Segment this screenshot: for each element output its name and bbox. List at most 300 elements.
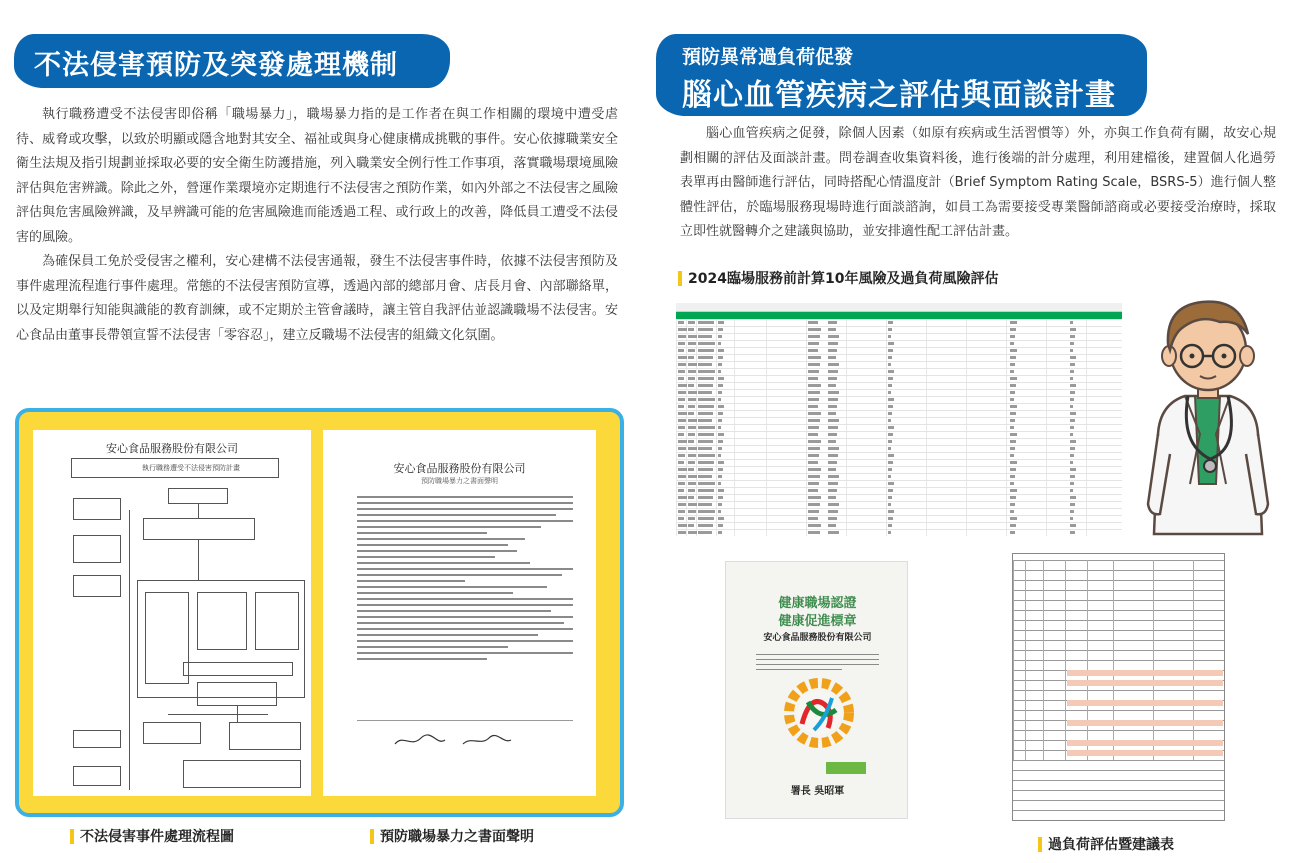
form-row-line	[1013, 800, 1225, 801]
sheet-cell	[888, 426, 894, 429]
sheet-cell	[718, 503, 722, 506]
sheet-cell	[1010, 363, 1015, 366]
sheet-cell	[678, 335, 686, 338]
sheet-cell	[808, 335, 820, 338]
sheet-row-line	[676, 319, 1122, 320]
sheet-cell	[808, 349, 818, 352]
flow-node	[168, 488, 228, 504]
sheet-cell	[678, 419, 686, 422]
sheet-cell	[678, 482, 685, 485]
cert-line-1: 健康職場認證	[778, 596, 857, 611]
sheet-cell	[1070, 405, 1073, 408]
sheet-cell	[698, 482, 715, 485]
sheet-cell	[688, 517, 695, 520]
sheet-cell	[828, 482, 838, 485]
sheet-cell	[1070, 398, 1074, 401]
health-certificate	[725, 561, 908, 819]
sheet-cell	[698, 398, 715, 401]
sheet-cell	[718, 524, 723, 527]
sheet-cell	[808, 405, 818, 408]
sheet-cell	[678, 405, 684, 408]
sheet-row-line	[676, 326, 1122, 327]
sheet-cell	[678, 517, 684, 520]
sheet-cell	[888, 433, 893, 436]
sheet-cell	[1070, 321, 1073, 324]
sheet-cell	[698, 489, 714, 492]
flow-connector	[198, 540, 199, 580]
sheet-cell	[1070, 503, 1075, 506]
sheet-cell	[888, 503, 891, 506]
sheet-cell	[688, 412, 694, 415]
sheet-cell	[698, 454, 715, 457]
sheet-cell	[718, 398, 721, 401]
sheet-cell	[1010, 461, 1017, 464]
sheet-cell	[688, 447, 697, 450]
sheet-cell	[718, 412, 723, 415]
sheet-caption-text: 2024臨場服務前計算10年風險及過負荷風險評估	[688, 271, 999, 287]
sheet-cell	[718, 461, 724, 464]
sheet-column-line	[886, 319, 887, 536]
sheet-cell	[888, 370, 894, 373]
form-highlight-cell	[1067, 740, 1223, 746]
sheet-row-line	[676, 501, 1122, 502]
sheet-cell	[888, 391, 891, 394]
sheet-cell	[698, 426, 715, 429]
right-title-banner	[658, 36, 1145, 114]
sheet-cell	[718, 349, 724, 352]
sheet-cell	[1070, 510, 1074, 513]
sheet-cell	[698, 461, 714, 464]
sheet-cell	[1010, 412, 1016, 415]
sheet-cell	[678, 433, 684, 436]
form-row-line	[1013, 760, 1225, 761]
sheet-cell	[1070, 524, 1076, 527]
signature-line	[357, 720, 573, 721]
sheet-cell	[1010, 503, 1015, 506]
flow-node	[143, 518, 255, 540]
sheet-row-line	[676, 508, 1122, 509]
sheet-cell	[688, 510, 696, 513]
sheet-cell	[888, 412, 892, 415]
sheet-cell	[1070, 482, 1074, 485]
form-row-line	[1013, 790, 1225, 791]
sheet-cell	[808, 412, 821, 415]
sheet-column-line	[1006, 319, 1007, 536]
sheet-column-line	[676, 319, 677, 536]
sheet-cell	[698, 335, 712, 338]
sheet-cell	[1070, 475, 1075, 478]
sheet-cell	[1010, 370, 1014, 373]
sheet-cell	[888, 363, 891, 366]
sheet-cell	[1070, 496, 1076, 499]
sheet-cell	[808, 510, 819, 513]
sheet-row-line	[676, 494, 1122, 495]
sheet-cell	[698, 384, 713, 387]
sheet-cell	[808, 531, 820, 534]
cert-signer: 署長 吳昭軍	[790, 786, 845, 797]
sheet-cell	[1010, 405, 1017, 408]
caption-bar-icon	[70, 829, 74, 844]
sheet-cell	[688, 405, 695, 408]
sheet-cell	[1010, 335, 1015, 338]
sheet-cell	[1010, 377, 1017, 380]
sheet-cell	[698, 433, 714, 436]
sheet-cell	[678, 510, 685, 513]
sheet-cell	[718, 321, 724, 324]
sheet-cell	[1070, 531, 1075, 534]
sheet-cell	[828, 475, 839, 478]
sheet-cell	[828, 454, 838, 457]
sheet-column-line	[716, 319, 717, 536]
sheet-cell	[1010, 440, 1016, 443]
sheet-row-line	[676, 480, 1122, 481]
left-title-banner	[16, 36, 448, 86]
flow-node	[73, 498, 121, 520]
caption-bar-icon	[1038, 837, 1042, 852]
sheet-cell	[688, 342, 696, 345]
form-column-line	[1087, 560, 1088, 760]
sheet-cell	[698, 419, 712, 422]
form-column-line	[1193, 560, 1194, 760]
sheet-column-line	[926, 319, 927, 536]
flow-node	[255, 592, 299, 650]
form-row-line	[1013, 810, 1225, 811]
sheet-cell	[1010, 426, 1014, 429]
sheet-cell	[1010, 454, 1014, 457]
sheet-cell	[678, 531, 686, 534]
sheet-cell	[688, 391, 697, 394]
sheet-cell	[688, 524, 694, 527]
sheet-cell	[808, 517, 818, 520]
sheet-column-line	[766, 319, 767, 536]
sheet-cell	[1070, 363, 1075, 366]
sheet-cell	[1070, 489, 1073, 492]
sheet-cell	[828, 321, 837, 324]
sheet-cell	[678, 454, 685, 457]
caption-bar-icon	[678, 271, 682, 286]
sheet-cell	[808, 356, 821, 359]
flowchart-caption	[70, 826, 234, 846]
sheet-cell	[808, 398, 819, 401]
sheet-cell	[678, 370, 685, 373]
sheet-cell	[678, 342, 685, 345]
sheet-cell	[678, 321, 684, 324]
sheet-cell	[888, 482, 894, 485]
sheet-cell	[718, 342, 721, 345]
form-highlight-cell	[1067, 700, 1223, 706]
sheet-cell	[888, 447, 891, 450]
sheet-cell	[718, 426, 721, 429]
form-caption	[1038, 834, 1174, 854]
statement-company: 安心食品服務股份有限公司	[393, 462, 526, 475]
sheet-cell	[1010, 489, 1017, 492]
sheet-cell	[1010, 475, 1015, 478]
sheet-cell	[688, 496, 694, 499]
sheet-cell	[688, 440, 694, 443]
flow-node	[73, 730, 121, 748]
sheet-cell	[808, 377, 818, 380]
flowchart-caption-text: 不法侵害事件處理流程圖	[80, 829, 234, 845]
sheet-cell	[808, 363, 820, 366]
sheet-cell	[678, 489, 684, 492]
sheet-cell	[698, 503, 712, 506]
sheet-cell	[1010, 524, 1016, 527]
sheet-cell	[718, 482, 721, 485]
sheet-cell	[828, 391, 839, 394]
sheet-cell	[688, 363, 697, 366]
sheet-cell	[828, 412, 836, 415]
sheet-column-line	[966, 319, 967, 536]
sheet-cell	[828, 377, 837, 380]
sheet-cell	[828, 349, 837, 352]
overload-assessment-form	[1012, 553, 1225, 821]
flow-node	[197, 682, 277, 706]
statement-caption	[370, 826, 534, 846]
sheet-cell	[688, 489, 695, 492]
sheet-cell	[1070, 384, 1076, 387]
sheet-row-line	[676, 340, 1122, 341]
sheet-cell	[698, 328, 713, 331]
sheet-caption	[678, 268, 998, 288]
sheet-cell	[828, 426, 838, 429]
flow-node	[73, 535, 121, 563]
signature-mark	[393, 732, 513, 750]
sheet-cell	[888, 419, 891, 422]
flow-node	[197, 592, 247, 650]
sheet-row-line	[676, 473, 1122, 474]
sheet-row-line	[676, 438, 1122, 439]
sheet-cell	[888, 440, 892, 443]
sheet-cell	[1010, 482, 1014, 485]
sheet-cell	[688, 426, 696, 429]
sheet-cell	[718, 433, 724, 436]
sheet-cell	[808, 391, 820, 394]
sheet-row-line	[676, 424, 1122, 425]
sheet-cell	[718, 391, 722, 394]
sheet-cell	[718, 468, 723, 471]
sheet-row-line	[676, 347, 1122, 348]
sheet-cell	[698, 377, 714, 380]
sheet-cell	[688, 349, 695, 352]
form-column-line	[1153, 560, 1154, 760]
sheet-cell	[828, 510, 838, 513]
sheet-cell	[698, 370, 715, 373]
sheet-cell	[888, 510, 894, 513]
sheet-cell	[828, 468, 836, 471]
sheet-cell	[718, 496, 723, 499]
sheet-cell	[698, 440, 713, 443]
statement-caption-text: 預防職場暴力之書面聲明	[380, 829, 534, 845]
sheet-cell	[808, 482, 819, 485]
sheet-cell	[698, 363, 712, 366]
sheet-cell	[688, 482, 696, 485]
sheet-cell	[718, 384, 723, 387]
sheet-cell	[888, 384, 892, 387]
flow-node	[143, 722, 201, 744]
sheet-cell	[1070, 468, 1076, 471]
form-highlight-cell	[1067, 670, 1223, 676]
sheet-cell	[828, 489, 837, 492]
sheet-cell	[678, 391, 686, 394]
sheet-cell	[1010, 468, 1016, 471]
form-highlight-cell	[1067, 680, 1223, 686]
sheet-cell	[688, 335, 697, 338]
right-title: 腦心血管疾病之評估與面談計畫	[682, 78, 1116, 113]
sheet-header-row	[676, 312, 1122, 319]
sheet-cell	[718, 356, 723, 359]
sheet-cell	[888, 398, 894, 401]
sheet-column-line	[1046, 319, 1047, 536]
sheet-cell	[678, 412, 687, 415]
statement-body	[357, 492, 573, 664]
sheet-cell	[808, 321, 818, 324]
sheet-cell	[718, 377, 724, 380]
sheet-cell	[678, 496, 687, 499]
sheet-cell	[828, 405, 837, 408]
sheet-cell	[688, 461, 695, 464]
sheet-cell	[718, 335, 722, 338]
sheet-cell	[808, 426, 819, 429]
sheet-cell	[808, 419, 820, 422]
sheet-cell	[1010, 398, 1014, 401]
sheet-cell	[888, 342, 894, 345]
sheet-cell	[698, 342, 715, 345]
sheet-cell	[718, 363, 722, 366]
sheet-cell	[688, 370, 696, 373]
sheet-cell	[688, 475, 697, 478]
sheet-cell	[678, 328, 687, 331]
sheet-cell	[678, 524, 687, 527]
sheet-row-line	[676, 354, 1122, 355]
sheet-cell	[698, 524, 713, 527]
right-body-text	[680, 122, 1276, 245]
sheet-cell	[678, 447, 686, 450]
flowchart-company: 安心食品服務股份有限公司	[106, 442, 238, 455]
flow-connector	[198, 504, 199, 518]
sheet-cell	[808, 447, 820, 450]
sheet-row-line	[676, 529, 1122, 530]
flowchart-document	[33, 430, 311, 796]
flow-node	[73, 766, 121, 786]
sheet-cell	[828, 342, 838, 345]
left-paragraph-2: 為確保員工免於受侵害之權利，安心建構不法侵害通報，發生不法侵害事件時，依據不法侵害預防及事件處理流程進行事件處理。常態的不法侵害預防宣導，透過內部的總部月會、店長月會、內部聯絡單，以及定期舉行知能與識能的教育訓練，或不定期於主管會議時，讓主管自我評估並認識職場不法侵害。安心食品由董事長帶領宣誓不法侵害「零容忍」，建立反職場不法侵害的組織文化氛圍。	[16, 254, 618, 343]
cert-line-2: 健康促進標章	[778, 614, 857, 629]
sheet-row-line	[676, 466, 1122, 467]
form-highlight-cell	[1067, 720, 1223, 726]
sheet-cell	[1070, 447, 1075, 450]
sheet-cell	[808, 370, 819, 373]
sheet-cell	[828, 398, 838, 401]
flow-connector	[129, 510, 130, 790]
sheet-cell	[1010, 517, 1017, 520]
risk-spreadsheet	[676, 303, 1122, 536]
sheet-cell	[888, 356, 892, 359]
sheet-cell	[888, 531, 891, 534]
sheet-cell	[1070, 377, 1073, 380]
sheet-cell	[678, 475, 686, 478]
sheet-column-header	[676, 303, 1122, 312]
sheet-cell	[808, 454, 819, 457]
sheet-cell	[698, 391, 712, 394]
sheet-cell	[888, 524, 892, 527]
sheet-cell	[678, 356, 687, 359]
sheet-cell	[698, 475, 712, 478]
sheet-row-line	[676, 396, 1122, 397]
gear-logo-icon	[780, 674, 858, 752]
flow-node	[73, 575, 121, 597]
sheet-cell	[808, 496, 821, 499]
sheet-cell	[688, 377, 695, 380]
sheet-cell	[808, 342, 819, 345]
sheet-cell	[1070, 356, 1076, 359]
form-row-line	[1013, 770, 1225, 771]
sheet-cell	[1010, 531, 1015, 534]
sheet-row-line	[676, 368, 1122, 369]
sheet-cell	[718, 510, 721, 513]
form-column-line	[1013, 560, 1014, 760]
form-row-line	[1013, 780, 1225, 781]
sheet-cell	[718, 370, 721, 373]
sheet-cell	[808, 328, 821, 331]
sheet-cell	[1070, 426, 1074, 429]
sheet-cell	[718, 440, 723, 443]
sheet-row-line	[676, 403, 1122, 404]
sheet-cell	[718, 475, 722, 478]
sheet-cell	[688, 468, 694, 471]
sheet-cell	[1010, 349, 1017, 352]
sheet-column-line	[734, 319, 735, 536]
sheet-cell	[828, 370, 838, 373]
sheet-cell	[888, 349, 893, 352]
sheet-cell	[698, 321, 714, 324]
sheet-cell	[808, 384, 821, 387]
flow-node	[183, 760, 301, 788]
form-column-line	[1113, 560, 1114, 760]
sheet-cell	[828, 433, 837, 436]
right-subtitle: 預防異常過負荷促發	[682, 46, 854, 68]
statement-document	[323, 430, 596, 796]
flowchart-header-box	[71, 458, 279, 478]
sheet-cell	[678, 398, 685, 401]
form-caption-text: 過負荷評估暨建議表	[1048, 837, 1174, 853]
sheet-cell	[698, 405, 714, 408]
form-column-line	[1065, 560, 1066, 760]
sheet-cell	[828, 384, 836, 387]
left-paragraph-1: 執行職務遭受不法侵害即俗稱「職場暴力」，職場暴力指的是工作者在與工作相關的環境中遭受虐待、威脅或攻擊，以致於明顯或隱含地對其安全、福祉或與身心健康構成挑戰的事件。安心依據職業安全衛生法規及指引規劃並採取必要的安全衛生防護措施，列入職業安全例行性工作事項，落實職場環境風險評估與危害辨識。除此之外，營運作業環境亦定期進行不法侵害之預防作業，如內外部之不法侵害之風險評估與危害風險辨識，及早辨識可能的危害風險進而能透過工程、或行政上的改善，降低員工遭受不法侵害的風險。	[16, 107, 618, 245]
sheet-cell	[698, 412, 713, 415]
sheet-cell	[1070, 328, 1076, 331]
sheet-cell	[1010, 510, 1014, 513]
sheet-cell	[828, 363, 839, 366]
flow-node	[229, 722, 301, 750]
form-column-line	[1025, 560, 1026, 760]
sheet-cell	[1070, 440, 1076, 443]
sheet-cell	[688, 398, 696, 401]
sheet-cell	[1010, 391, 1015, 394]
sheet-cell	[808, 475, 820, 478]
sheet-cell	[698, 349, 714, 352]
sheet-cell	[1070, 461, 1073, 464]
sheet-cell	[888, 335, 891, 338]
sheet-cell	[888, 321, 893, 324]
sheet-cell	[828, 328, 836, 331]
sheet-cell	[688, 321, 695, 324]
sheet-cell	[678, 468, 687, 471]
sheet-cell	[1070, 370, 1074, 373]
sheet-cell	[688, 433, 695, 436]
sheet-cell	[1070, 335, 1075, 338]
sheet-cell	[698, 356, 713, 359]
